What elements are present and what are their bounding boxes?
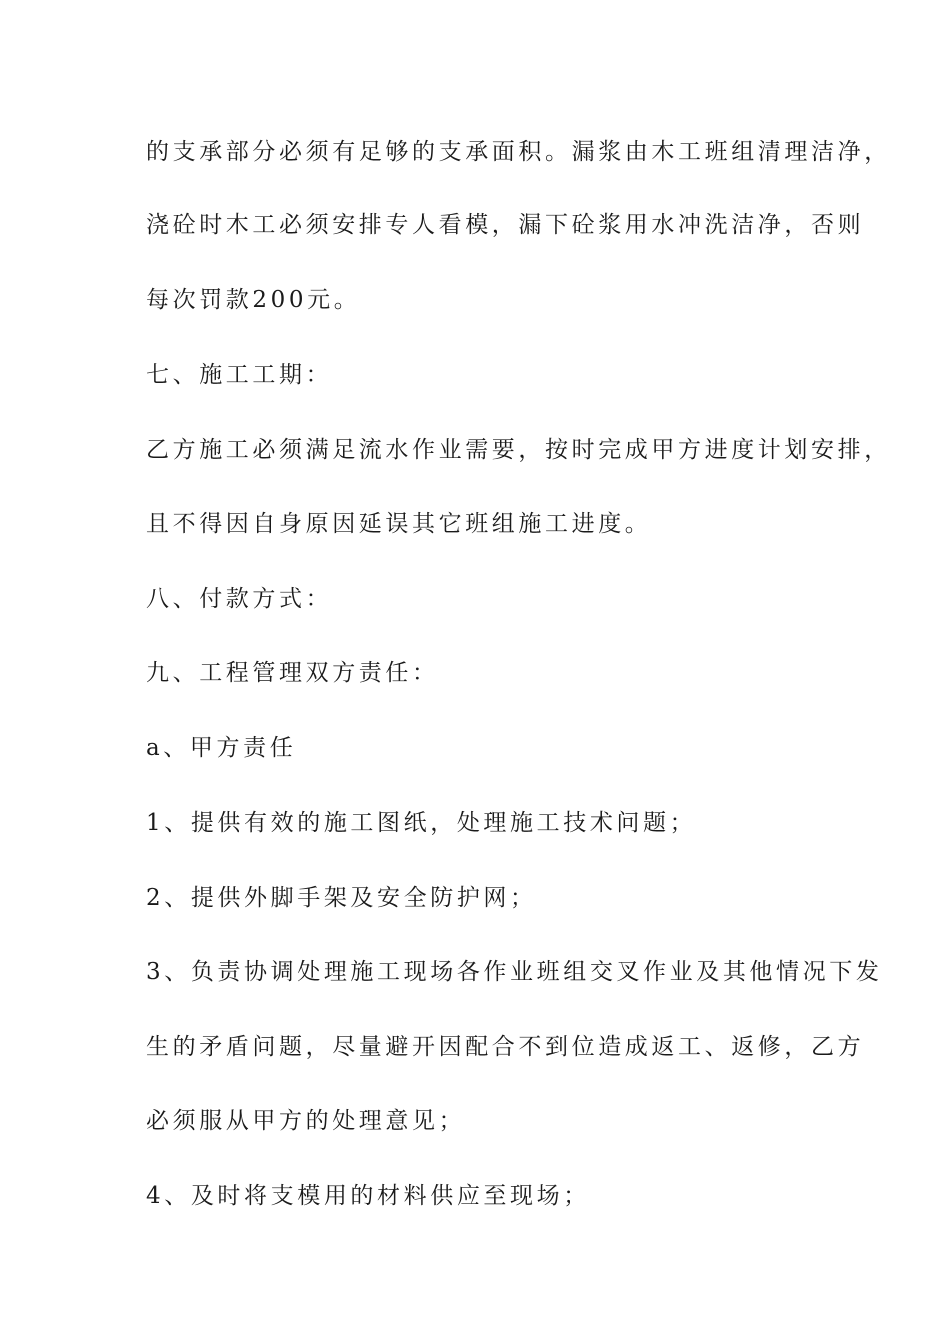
- list-item-2: 2、提供外脚手架及安全防护网；: [146, 885, 537, 911]
- section-heading-8: 八、付款方式：: [146, 586, 333, 612]
- list-item-1: 1、提供有效的施工图纸，处理施工技术问题；: [146, 810, 697, 836]
- text-line-3: 每次罚款200元。: [146, 287, 361, 313]
- list-item-4: 4、及时将支模用的材料供应至现场；: [146, 1183, 590, 1209]
- text-line-1: 的支承部分必须有足够的支承面积。漏浆由木工班组清理洁净，: [146, 139, 891, 165]
- list-item-3: 3、负责协调处理施工现场各作业班组交叉作业及其他情况下发: [146, 959, 883, 985]
- section-heading-7: 七、施工工期：: [146, 362, 333, 388]
- text-line-2: 浇砼时木工必须安排专人看模，漏下砼浆用水冲洗洁净，否则: [146, 212, 865, 238]
- subsection-heading-a: a、甲方责任: [146, 735, 297, 761]
- section-heading-9: 九、工程管理双方责任：: [146, 660, 439, 686]
- text-line-5: 乙方施工必须满足流水作业需要，按时完成甲方进度计划安排，: [146, 437, 891, 463]
- text-line-6: 且不得因自身原因延误其它班组施工进度。: [146, 511, 652, 537]
- list-item-3-cont-1: 生的矛盾问题，尽量避开因配合不到位造成返工、返修，乙方: [146, 1034, 865, 1060]
- list-item-3-cont-2: 必须服从甲方的处理意见；: [146, 1108, 466, 1134]
